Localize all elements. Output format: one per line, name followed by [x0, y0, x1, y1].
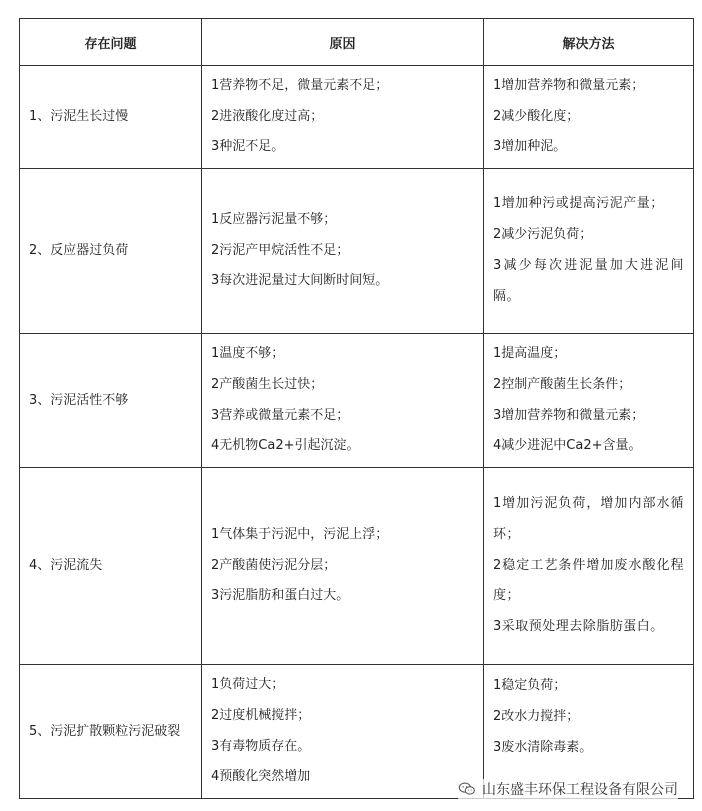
header-row	[20, 19, 694, 66]
cause-item: 1负荷过大；	[211, 676, 285, 692]
solution-cell	[484, 468, 694, 665]
watermark	[458, 779, 678, 799]
cause-cell	[202, 468, 484, 665]
cause-item: 4无机物Ca2+引起沉淀。	[211, 438, 360, 454]
solution-cell	[484, 169, 694, 334]
cause-cell	[202, 334, 484, 468]
cause-item: 2产酸菌使污泥分层；	[211, 557, 337, 573]
problem-cell: 2、反应器过负荷	[20, 169, 202, 334]
table-row	[20, 334, 694, 468]
solution-item: 1增加营养物和微量元素；	[493, 77, 645, 93]
solution-item: 2改水力搅拌；	[493, 708, 580, 724]
cause-item: 2进液酸化度过高；	[211, 108, 324, 124]
cause-item: 1反应器污泥量不够；	[211, 211, 337, 227]
solution-item: 3增加种泥。	[493, 139, 567, 155]
cause-item: 3每次进泥量过大间断时间短。	[211, 273, 389, 289]
cause-item: 2过度机械搅拌；	[211, 707, 311, 723]
solution-item: 1增加污泥负荷，增加内部水循环；	[493, 496, 684, 542]
cause-item: 3有毒物质存在。	[211, 738, 311, 754]
cause-item: 3种泥不足。	[211, 139, 285, 155]
table-row	[20, 66, 694, 169]
cause-item: 1气体集于污泥中，污泥上浮；	[211, 526, 389, 542]
solution-item: 3采取预处理去除脂肪蛋白。	[493, 619, 664, 635]
table-row	[20, 169, 694, 334]
solution-item: 3增加营养物和微量元素；	[493, 407, 645, 423]
solution-item: 2控制产酸菌生长条件；	[493, 376, 632, 392]
header-problem: 存在问题	[20, 19, 202, 66]
watermark-text: 山东盛丰环保工程设备有限公司	[482, 782, 678, 798]
solution-item: 3废水清除毒素。	[493, 739, 593, 755]
cause-item: 2污泥产甲烷活性不足；	[211, 242, 350, 258]
header-cause: 原因	[202, 19, 484, 66]
cause-cell	[202, 665, 484, 799]
solution-cell	[484, 334, 694, 468]
cause-item: 3营养或微量元素不足；	[211, 407, 350, 423]
problem-cell: 5、污泥扩散颗粒污泥破裂	[20, 665, 202, 799]
problem-cell: 4、污泥流失	[20, 468, 202, 665]
solution-item: 2减少酸化度；	[493, 108, 580, 124]
solution-item: 2稳定工艺条件增加废水酸化程度；	[493, 557, 684, 604]
cause-item: 3污泥脂肪和蛋白过大。	[211, 588, 350, 604]
wechat-icon	[458, 782, 476, 796]
solution-cell	[484, 66, 694, 169]
solution-item: 2减少污泥负荷；	[493, 227, 593, 243]
solution-item: 1稳定负荷；	[493, 678, 567, 693]
cause-cell	[202, 169, 484, 334]
header-solution: 解决方法	[484, 19, 694, 66]
solution-item: 1提高温度；	[493, 345, 567, 361]
cause-item: 1温度不够；	[211, 345, 285, 361]
solution-item: 4减少进泥中Ca2+含量。	[493, 438, 642, 454]
cause-cell	[202, 66, 484, 169]
cause-item: 2产酸菌生长过快；	[211, 376, 324, 392]
problem-table	[19, 18, 694, 799]
table-row	[20, 468, 694, 665]
cause-item: 1营养物不足，微量元素不足；	[211, 77, 389, 93]
solution-item: 3减少每次进泥量加大进泥间隔。	[493, 258, 684, 304]
problem-cell: 3、污泥活性不够	[20, 334, 202, 468]
problem-cell: 1、污泥生长过慢	[20, 66, 202, 169]
cause-item: 4预酸化突然增加	[211, 769, 311, 785]
solution-item: 1增加种污或提高污泥产量；	[493, 196, 664, 212]
